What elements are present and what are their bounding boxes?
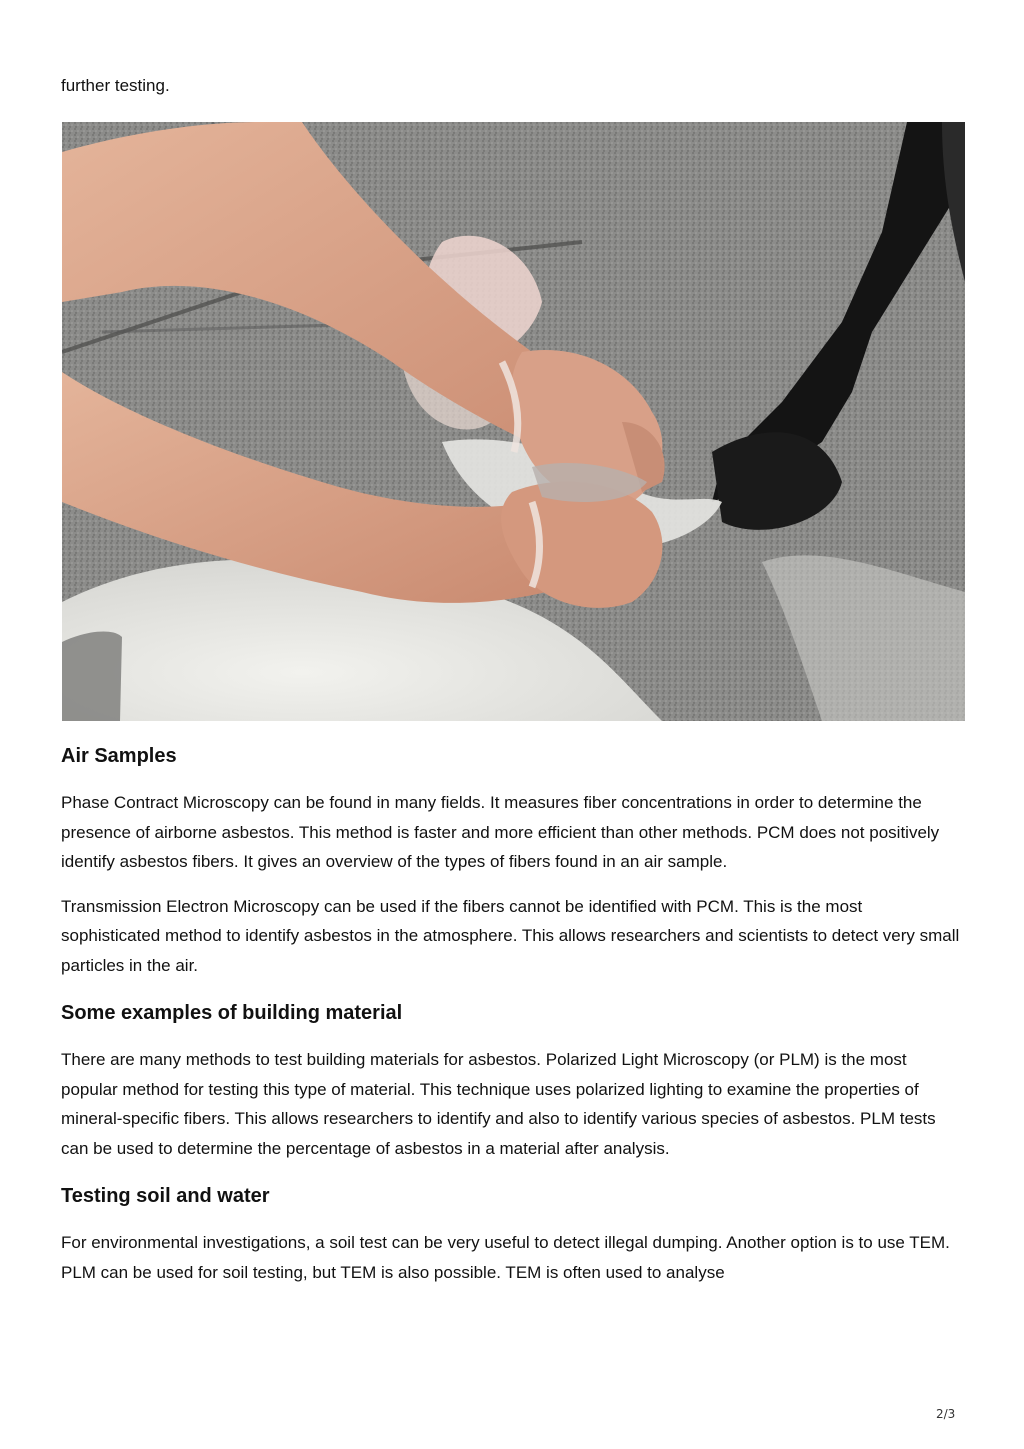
section-soil-water — [61, 1182, 965, 1287]
lead-text: further testing. — [61, 76, 170, 95]
page-number: 2/3 — [936, 1407, 956, 1421]
article-content — [61, 742, 965, 1302]
paragraph: Phase Contract Microscopy can be found in many fields. It measures fiber concentrations in order to determine the presence of airborne asbestos. This method is faster and more efficient than other methods. PCM does not positively identify asbestos fibers. It gives an overview of the types of fibers found in an air sample. — [61, 793, 940, 871]
section-building-material — [61, 999, 965, 1163]
section-heading: Air Samples — [61, 745, 177, 767]
paragraph: For environmental investigations, a soil test can be very useful to detect illegal dumping. Another option is to use TEM. PLM can be used for soil testing, but TEM is also possible. TEM is often used to analyse — [61, 1233, 950, 1282]
paragraph: Transmission Electron Microscopy can be used if the fibers cannot be identified with PCM. This is the most sophisticated method to identify asbestos in the atmosphere. This allows researchers and scientists to detect very small particles in the air. — [61, 896, 960, 975]
section-air-samples — [61, 742, 965, 980]
section-heading: Testing soil and water — [61, 1185, 270, 1207]
section-heading: Some examples of building material — [61, 1002, 403, 1024]
paragraph: There are many methods to test building materials for asbestos. Polarized Light Microscopy (or PLM) is the most popular method for testing this type of material. This technique uses polarized lighting to examine the properties of mineral-specific fibers. This allows researchers to identify and also to identify various species of asbestos. PLM tests can be used to determine the percentage of asbestos in a material after analysis. — [61, 1050, 936, 1158]
photo-asbestos-sampling — [62, 122, 965, 721]
